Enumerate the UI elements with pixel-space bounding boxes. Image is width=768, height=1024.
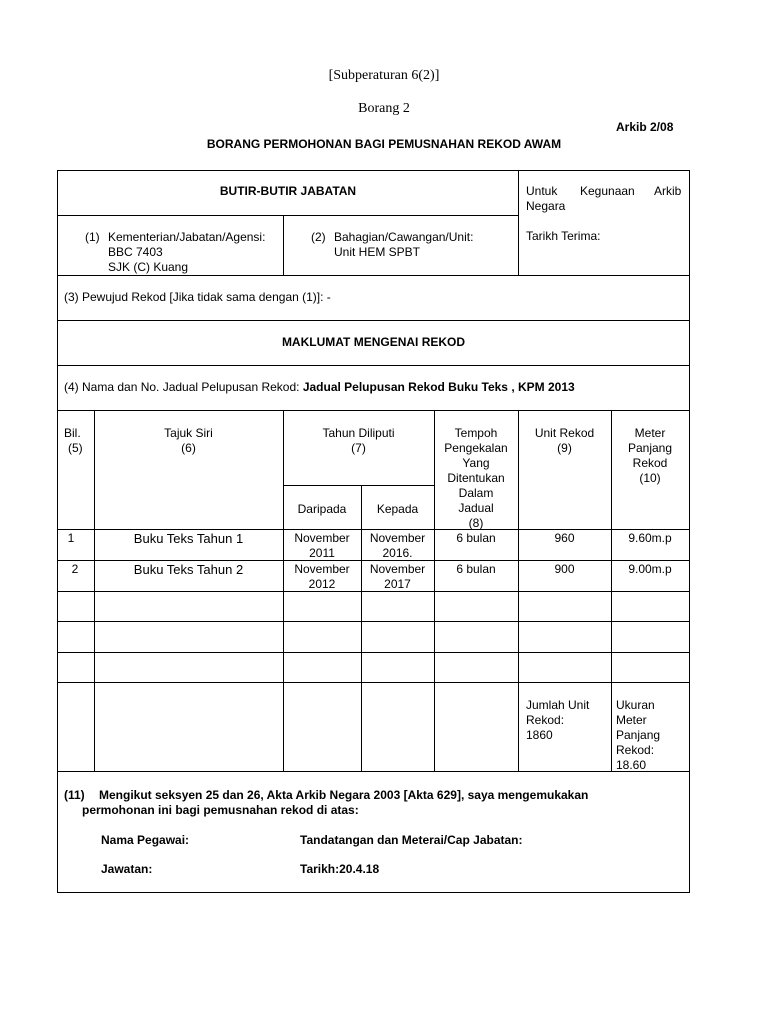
row-kepada	[361, 562, 434, 592]
row-daripada	[283, 562, 361, 592]
header-tajuk-siri: Tajuk Siri	[164, 426, 213, 440]
header-tahun-no: (7)	[351, 441, 366, 455]
header-bil: Bil.	[64, 426, 81, 440]
header-tempoh-line: Dalam	[458, 486, 494, 500]
row-line	[57, 771, 690, 772]
row-daripada-year: 2012	[308, 577, 336, 591]
row-bil: 1	[67, 531, 75, 545]
table-border-right	[689, 170, 690, 893]
tarikh: Tarikh:20.4.18	[300, 862, 380, 876]
field-4	[64, 380, 575, 395]
field-1-line2: SJK (C) Kuang	[108, 260, 189, 274]
field-1-title: Kementerian/Jabatan/Agensi:	[108, 230, 266, 244]
borang-number: Borang 2	[358, 101, 410, 116]
row-line	[57, 652, 690, 653]
header-tempoh-line: Jadual	[458, 501, 494, 515]
row-line	[57, 682, 690, 683]
divider	[57, 215, 519, 216]
divider	[283, 215, 284, 276]
tarikh-terima: Tarikh Terima:	[526, 229, 601, 243]
maklumat-rekod-heading: MAKLUMAT MENGENAI REKOD	[281, 335, 466, 349]
header-tajuk-no: (6)	[181, 441, 196, 455]
field-11-line1: Mengikut seksyen 25 dan 26, Akta Arkib Negara 2003 [Akta 629], saya mengemukakan	[99, 788, 589, 802]
header-meter-line: Rekod	[632, 456, 668, 470]
jumlah-line: Jumlah Unit	[526, 698, 590, 712]
field-2-title: Bahagian/Cawangan/Unit:	[334, 230, 474, 244]
field-11-label: (11)	[64, 788, 85, 802]
header-unit-no: (9)	[557, 441, 572, 455]
header-tempoh-line: Tempoh	[454, 426, 498, 440]
row-kepada-month: November	[369, 562, 426, 576]
row-meter: 9.60m.p	[628, 531, 672, 545]
jawatan: Jawatan:	[101, 862, 153, 876]
header-tempoh-line: Ditentukan	[447, 471, 505, 485]
field-4-label: (4) Nama dan No. Jadual Pelupusan Rekod:	[64, 380, 303, 394]
tandatangan: Tandatangan dan Meterai/Cap Jabatan:	[300, 833, 523, 847]
ukuran-line: Rekod:	[616, 743, 655, 757]
field-4-value: Jadual Pelupusan Rekod Buku Teks , KPM 2013	[302, 380, 575, 394]
row-line	[57, 621, 690, 622]
ukuran-line: Panjang	[616, 728, 661, 742]
row-unit: 960	[554, 531, 575, 545]
header-unit-rekod: Unit Rekod	[534, 426, 595, 440]
kegunaan-word: Kegunaan	[580, 184, 635, 198]
row-line	[283, 485, 435, 486]
row-bil: 2	[71, 562, 79, 576]
header-tempoh-line: Pengekalan	[444, 441, 508, 455]
untuk-word: Untuk	[526, 184, 558, 198]
ukuran-value: 18.60	[616, 758, 647, 772]
header-meter-line: Panjang	[627, 441, 673, 455]
row-line	[57, 529, 690, 530]
field-1-label: (1)	[85, 230, 100, 244]
header-meter	[611, 426, 689, 486]
row-kepada-month: November	[369, 531, 426, 545]
table-border-top	[57, 170, 690, 171]
ukuran-meter-panjang	[616, 698, 660, 773]
row-tempoh: 6 bulan	[456, 531, 496, 545]
row-meter: 9.00m.p	[628, 562, 672, 576]
nama-pegawai: Nama Pegawai:	[101, 833, 190, 847]
divider	[57, 275, 690, 276]
field-2-value: Unit HEM SPBT	[334, 245, 421, 259]
jumlah-line: Rekod:	[526, 713, 565, 727]
jumlah-unit-rekod	[526, 698, 589, 743]
arkib-word: Arkib	[654, 184, 682, 198]
arkib-code: Arkib 2/08	[616, 120, 674, 134]
divider	[57, 320, 690, 321]
header-meter-line: Meter	[634, 426, 666, 440]
field-3-pewujud: (3) Pewujud Rekod [Jika tidak sama dengan (1)]: -	[64, 290, 331, 304]
header-tempoh	[434, 426, 518, 531]
header-tahun-diliputi: Tahun Diliputi	[322, 426, 395, 440]
row-daripada-month: November	[294, 562, 350, 576]
jumlah-value: 1860	[526, 728, 553, 742]
header-tempoh-line: Yang	[462, 456, 490, 470]
row-kepada-year: 2016.	[382, 546, 413, 560]
ukuran-line: Ukuran	[616, 698, 655, 712]
table-border-bottom	[57, 892, 690, 893]
header-bil-no: (5)	[68, 441, 83, 455]
row-daripada	[283, 531, 361, 561]
row-daripada-month: November	[294, 531, 350, 545]
field-2-label: (2)	[311, 230, 326, 244]
field-11-line2: permohonan ini bagi pemusnahan rekod di atas:	[82, 803, 359, 817]
page-title: BORANG PERMOHONAN BAGI PEMUSNAHAN REKOD AWAM	[206, 137, 562, 151]
row-daripada-year: 2011	[309, 546, 335, 560]
ukuran-line: Meter	[616, 713, 647, 727]
subperaturan-text: [Subperaturan 6(2)]	[328, 68, 440, 83]
divider	[57, 410, 690, 411]
row-unit: 900	[554, 562, 575, 576]
field-1-line1: BBC 7403	[108, 245, 163, 259]
row-tajuk: Buku Teks Tahun 1	[133, 531, 244, 546]
row-kepada	[361, 531, 434, 561]
header-tempoh-line: (8)	[468, 516, 484, 530]
header-daripada: Daripada	[297, 502, 347, 516]
row-kepada-year: 2017	[384, 577, 411, 591]
header-kepada: Kepada	[376, 502, 419, 516]
divider	[57, 365, 690, 366]
row-tajuk: Buku Teks Tahun 2	[133, 562, 244, 577]
header-meter-line: (10)	[639, 471, 661, 485]
row-tempoh: 6 bulan	[456, 562, 496, 576]
negara-word: Negara	[526, 199, 566, 213]
butir-jabatan-heading: BUTIR-BUTIR JABATAN	[219, 184, 357, 198]
